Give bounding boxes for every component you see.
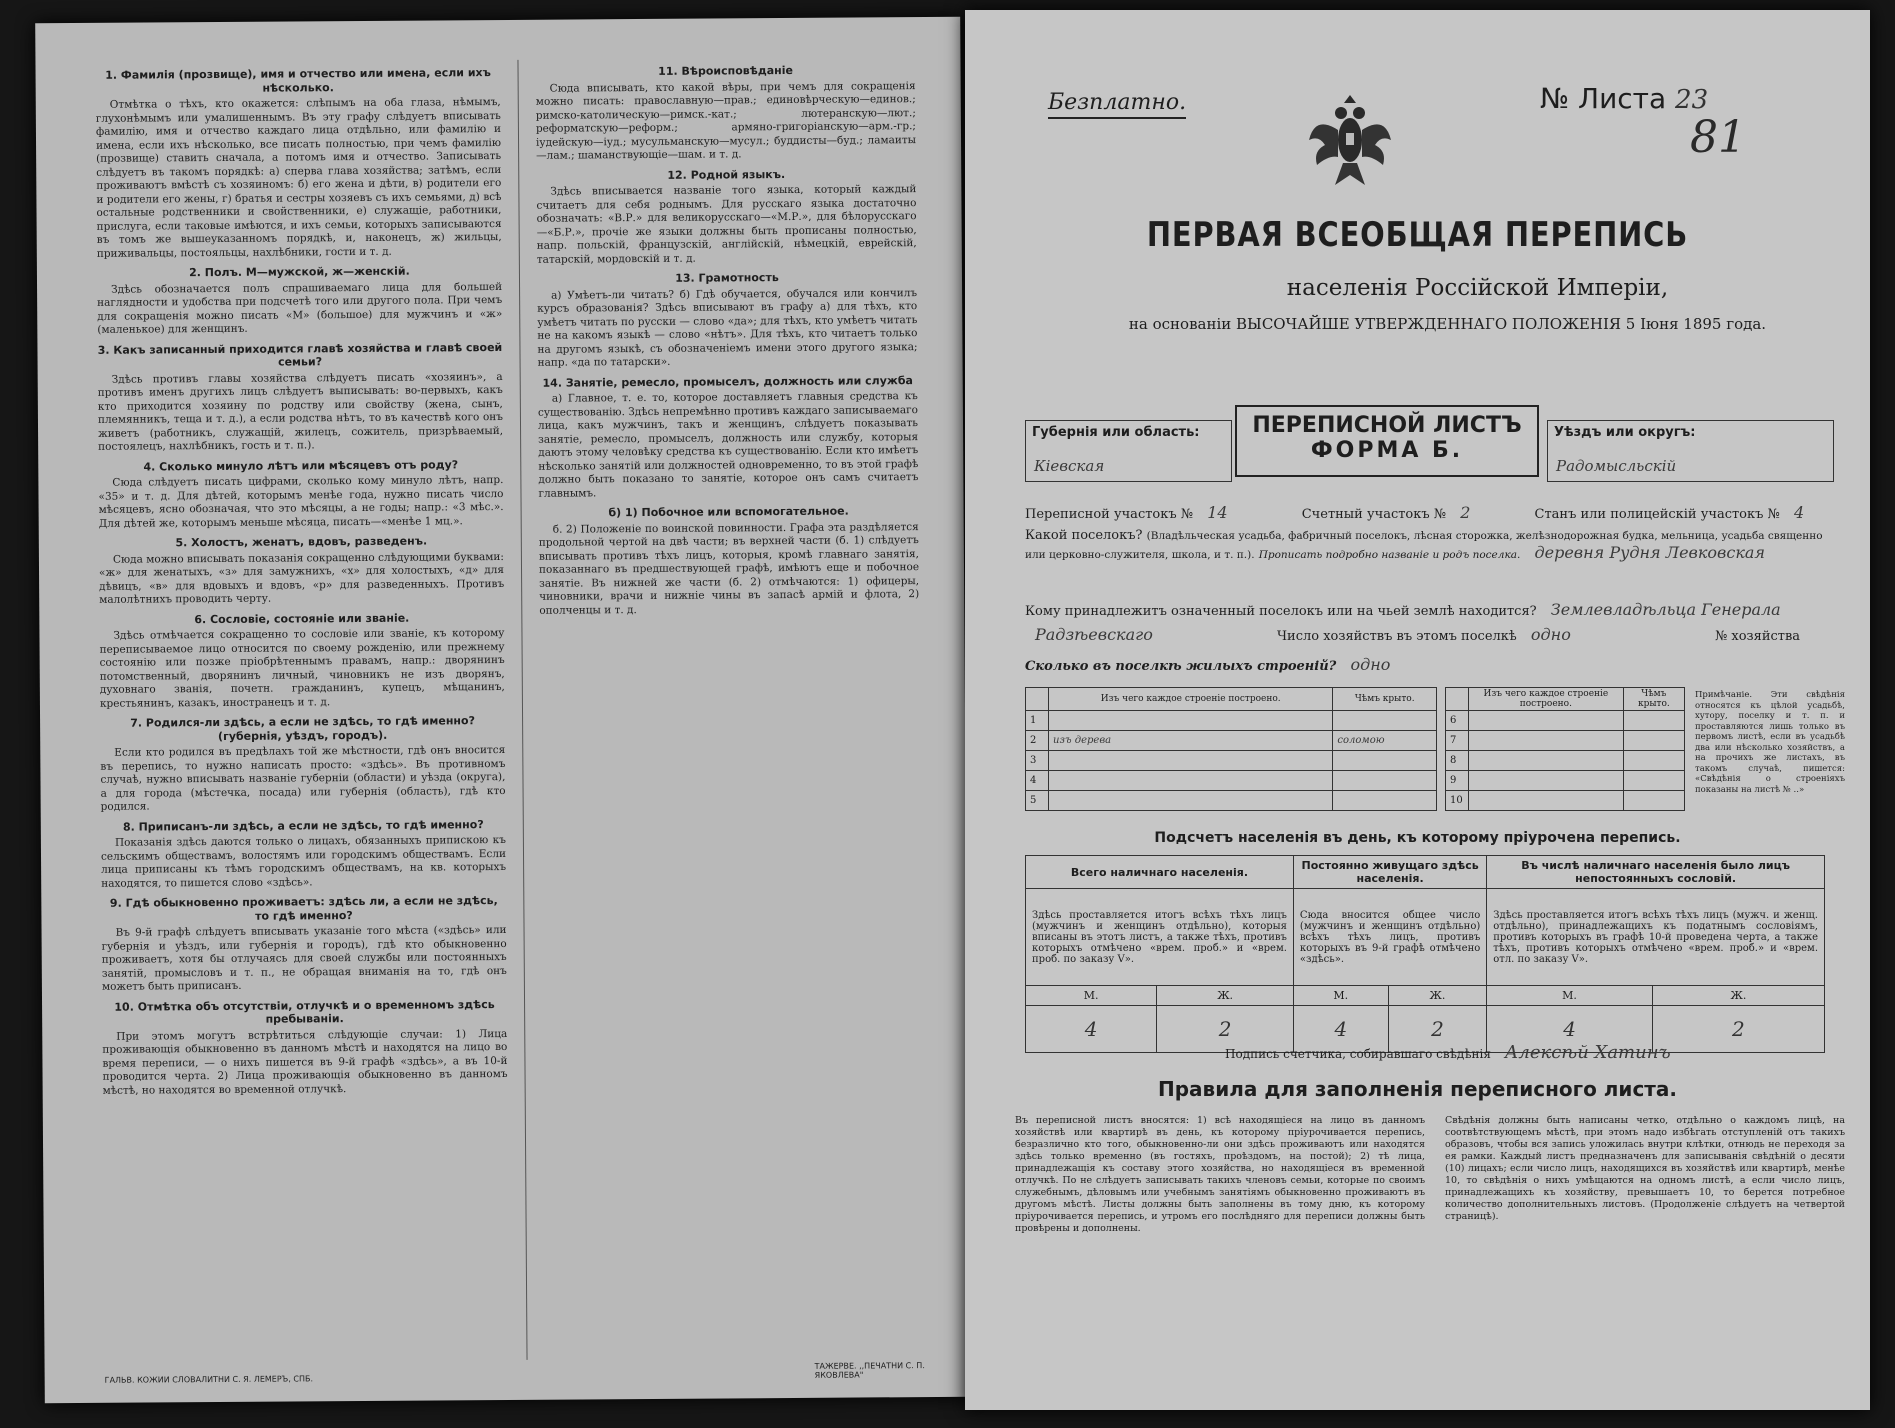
tally-col-header: Постоянно живущаго здѣсь населенія. bbox=[1293, 856, 1486, 889]
row-number: 1 bbox=[1026, 711, 1049, 731]
census-plot-value: 14 bbox=[1207, 503, 1228, 522]
section-text: Здѣсь обозначается полъ спрашиваемаго лица для большей наглядности и удобства при подсчетѣ того или другого пола. При чемъ для сокращенія можно писать «М» (большое) для мужчинъ и «ж» (маленькое) для женщинъ. bbox=[97, 280, 503, 336]
rules-text-right: Свѣдѣнія должны быть написаны четко, отдѣльно о каждомъ лицѣ, на соотвѣтствующемъ мѣстѣ, при этомъ надо избѣгать отступленій отъ такихъ образовъ, чтобы вся запись уложилась внутри клѣтки, отнюдь не переходя за ея рамки. Каждый листъ предназначенъ для записыванія свѣдѣній о десяти (10) лицахъ; если число лицъ, находящихся въ хозяйствѣ или квартирѣ, менѣе 10, то свѣдѣнія о нихъ умѣщаются на одномъ листѣ, а если число лицъ, принадлежащихъ къ хозяйству, превышаетъ 10, то берется потребное количество дополнительныхъ листовъ. (Продолженіе слѣдуетъ на четвертой страницѣ). bbox=[1445, 1115, 1845, 1222]
roof-cell bbox=[1623, 731, 1684, 751]
census-subtitle: населенія Россійской Имперіи, bbox=[1286, 275, 1669, 301]
instruction-section bbox=[536, 63, 917, 163]
row-number: 6 bbox=[1446, 711, 1469, 731]
sheet-number-handwritten: 23 bbox=[1675, 85, 1709, 115]
free-of-charge-label: Безплатно. bbox=[1048, 90, 1186, 119]
instruction-section bbox=[102, 997, 508, 1097]
table-row bbox=[1446, 791, 1685, 811]
table-row bbox=[1026, 751, 1437, 771]
tally-col-description: Здѣсь проставляется итогъ всѣхъ тѣхъ лицъ (мужч. и женщ. отдѣльно), принадлежащихъ къ податнымъ сословіямъ, противъ которыхъ въ графѣ 10-й проведена черта, а также тѣхъ, противъ которыхъ отмѣчено «врем. проб.» и «врем. отл. по заказу V». bbox=[1487, 889, 1825, 986]
column-header: Изъ чего каждое строеніе построено. bbox=[1469, 688, 1624, 711]
roof-cell bbox=[1333, 711, 1437, 731]
section-text: Отмѣтка о тѣхъ, кто окажется: слѣпымъ на оба глаза, нѣмымъ, глухонѣмымъ или умалишеннымъ. Въ эту графу слѣдуетъ вписывать фамилію, имя и отчество каждаго лица отдѣльно, или фамилію и имена, если ихъ нѣсколько, все писать полностью, при чемъ фамилію (прозвище) ставить сначала, а потомъ имя и отчество. Записывать слѣдуетъ въ такомъ порядкѣ: а) сперва глава хозяйства; затѣмъ, если проживаютъ вмѣстѣ съ хозяиномъ: б) его жена и дѣти, в) родители его и родители его жены, г) братья и сестры хозяевъ съ ихъ семьями, д) всѣ остальные родственники и свойственники, е) служащіе, работники, прислуга, если таковые имѣются, и ихъ семьи, которыхъ записываются въ томъ же вышеуказанномъ порядкѣ, и, наконецъ, ж) жильцы, приживальцы, постояльцы, нахлѣбники, гости и т. д. bbox=[95, 95, 502, 260]
tally-col-description: Сюда вносится общее число (мужчинъ и женщинъ отдѣльно) всѣхъ тѣхъ лицъ, противъ которыхъ въ 9-й графѣ отмѣчено «здѣсь». bbox=[1293, 889, 1486, 986]
female-label: Ж. bbox=[1388, 986, 1487, 1006]
section-heading: 2. Полъ. М—мужской, ж—женскій. bbox=[189, 264, 410, 280]
section-heading: б) 1) Побочное или вспомогательное. bbox=[608, 504, 849, 520]
roof-cell: соломою bbox=[1333, 731, 1437, 751]
population-tally-table bbox=[1025, 855, 1825, 1053]
female-count: 2 bbox=[1388, 1006, 1487, 1053]
settlement-value: деревня Рудня Левковская bbox=[1534, 543, 1766, 562]
sheet-number bbox=[1540, 82, 1746, 163]
form-title: ПЕРЕПИСНОЙ ЛИСТЪ bbox=[1252, 413, 1522, 438]
roof-cell bbox=[1623, 791, 1684, 811]
material-cell bbox=[1049, 791, 1333, 811]
dwellings-line bbox=[1025, 655, 1400, 674]
table-row bbox=[1446, 711, 1685, 731]
section-heading: 12. Родной языкъ. bbox=[667, 167, 786, 182]
section-text: а) Умѣетъ-ли читать? б) Гдѣ обучается, обучался или кончилъ курсъ образованія? Здѣсь вписывают въ графу а) для тѣхъ, кто умѣетъ читать по русски — слово «да»; для тѣхъ, кто умѣетъ читать не на какомъ языкѣ — слово «нѣтъ». Для тѣхъ, кто читаетъ только на другомъ языкѣ, съ обозначеніемъ имени этого другого языка; напр. «да по татарски». bbox=[537, 286, 918, 369]
tally-col-header: Въ числѣ наличнаго населенія было лицъ непостоянныхъ сословій. bbox=[1487, 856, 1825, 889]
instruction-section bbox=[96, 66, 502, 261]
section-heading: 1. Фамилія (прозвище), имя и отчество или имена, если ихъ нѣсколько. bbox=[105, 66, 491, 95]
settlement-line bbox=[1025, 528, 1845, 562]
guberniya-value: Кіевская bbox=[1034, 457, 1105, 475]
row-number: 5 bbox=[1026, 791, 1049, 811]
table-row bbox=[1026, 771, 1437, 791]
table-row bbox=[1446, 751, 1685, 771]
dwellings-label: Сколько въ поселкѣ жилыхъ строеній? bbox=[1025, 659, 1337, 674]
instructions-column-2 bbox=[535, 57, 919, 622]
column-divider bbox=[517, 60, 527, 1360]
settlement-label: Какой поселокъ? bbox=[1025, 528, 1143, 543]
owner-line-2 bbox=[1025, 625, 1800, 644]
settlement-hint: (Владѣльческая усадьба, фабричный поселокъ, лѣсная сторожка, желѣзнодорожная будка, мельница, усадьба священно или церковно-служителя, школа, и т. п.). bbox=[1025, 530, 1823, 561]
section-heading: 10. Отмѣтка объ отсутствіи, отлучкѣ и о временномъ здѣсь пребываніи. bbox=[114, 997, 495, 1026]
row-number: 9 bbox=[1446, 771, 1469, 791]
section-heading: 6. Сословіе, состояніе или званіе. bbox=[194, 611, 410, 626]
material-cell bbox=[1469, 791, 1624, 811]
roof-cell bbox=[1623, 711, 1684, 731]
owner-line bbox=[1025, 600, 1791, 619]
rules-text-left: Въ переписной листъ вносятся: 1) всѣ находящіеся на лицо въ данномъ хозяйствѣ или квартирѣ въ день, къ которому пріурочивается перепись, безразлично кто того, обыкновенно-ли они здѣсь проживаютъ или находятся здѣсь только временно (въ гостяхъ, проѣздомъ, на постой); 2) тѣ лица, принадлежащія къ составу этого хозяйства, но находящіеся въ временной отлучкѣ. По не слѣдуетъ записывать такихъ членовъ семьи, которые по своимъ служебнымъ, дѣловымъ или учебнымъ занятіямъ обыкновенно проживаютъ въ другомъ мѣстѣ. Листы должны быть заполнены въ тому дню, къ которому пріурочивается перепись, и утромъ его послѣдняго для переписи должны быть провѣрены и дополнены. bbox=[1015, 1115, 1425, 1234]
buildings-note: Примѣчаніе. Эти свѣдѣнія относятся къ цѣлой усадьбѣ, хутору, поселку и т. п. и проставляются лишь только въ первомъ листѣ, если въ усадьбѣ два или нѣсколько хозяйствъ, а на прочихъ же листахъ, въ такомъ случаѣ, пишется: «Свѣдѣнія о строеніяхъ показаны на листѣ № ..» bbox=[1695, 690, 1845, 795]
section-heading: 8. Приписанъ-ли здѣсь, а если не здѣсь, то гдѣ именно? bbox=[122, 817, 484, 834]
material-cell bbox=[1469, 771, 1624, 791]
row-number: 10 bbox=[1446, 791, 1469, 811]
roof-cell bbox=[1623, 771, 1684, 791]
male-count: 4 bbox=[1026, 1006, 1157, 1053]
table-row bbox=[1026, 731, 1437, 751]
census-plot-label: Переписной участокъ № bbox=[1025, 507, 1194, 522]
section-text: б. 2) Положеніе по воинской повинности. Графа эта раздѣляется продольной чертой на двѣ части; въ верхней части (б. 1) слѣдуетъ вписывать противъ тѣхъ лицъ, которыя, кромѣ главнаго занятія, показаннаго въ предшествующей графѣ, имѣютъ еще и побочное занятіе. Въ нижней же части (б. 2) отмѣчаются: 1) офицеры, чиновники, врачи и нижніе чины въ запасѣ армій и флота, 2) ополченцы и т. д. bbox=[538, 520, 920, 617]
section-text: Сюда слѣдуетъ писать цифрами, сколько кому минуло лѣтъ, напр. «35» и т. д. Для дѣтей, которымъ менѣе года, нужно писать число мѣсяцевъ, ясно обозначая, что это мѣсяцы, а не годы; напр.: «3 мѣс.». Для дѣтей же, которымъ меньше мѣсяца, писать—«менѣе 1 мц.». bbox=[98, 473, 504, 530]
female-label: Ж. bbox=[1652, 986, 1824, 1006]
instruction-section bbox=[99, 610, 505, 710]
section-heading: 14. Занятіе, ремесло, промыселъ, должность или служба bbox=[542, 373, 913, 390]
section-heading: 11. Вѣроисповѣданіе bbox=[658, 63, 793, 78]
section-heading: 4. Сколько минуло лѣтъ или мѣсяцевъ отъ роду? bbox=[143, 457, 459, 474]
imperial-eagle-icon bbox=[1305, 85, 1395, 195]
plot-numbers-line bbox=[1025, 503, 1814, 522]
stan-label: Станъ или полицейскій участокъ № bbox=[1534, 507, 1780, 522]
row-number: 3 bbox=[1026, 751, 1049, 771]
section-heading: 7. Родился-ли здѣсь, а если не здѣсь, то гдѣ именно? (губернія, уѣздъ, городъ). bbox=[130, 714, 475, 743]
section-text: Если кто родился въ предѣлахъ той же мѣстности, гдѣ онъ вносится въ перепись, то нужно написать просто: «здѣсь». Въ противномъ случаѣ, нужно вписывать названіе губерніи (области) и уѣзда (округа), а для города (мѣстечка, посада) или губернія (область), гдѣ кто родился. bbox=[100, 743, 506, 813]
roof-cell bbox=[1333, 791, 1437, 811]
form-type: ФОРМА Б. bbox=[1310, 438, 1464, 463]
female-count: 2 bbox=[1652, 1006, 1824, 1053]
section-text: Здѣсь вписывается названіе того языка, который каждый считаетъ для себя роднымъ. Для русскаго языка достаточно обозначать: «В.Р.» для великорусскаго—«М.Р.», для бѣлорусскаго—«Б.Р.», прочіе же языки должны быть прописаны полностью, напр. польскій, французскій, англійскій, нѣмецкій, еврейскій, татарскій, мордовскій и т. д. bbox=[536, 183, 917, 266]
male-count: 4 bbox=[1293, 1006, 1388, 1053]
section-text: Здѣсь противъ главы хозяйства слѣдуетъ писать «хозяинъ», а противъ именъ другихъ лицъ слѣдуетъ выписывать: во-первыхъ, какъ кто приходится хозяину по родству или свойству (жена, сынъ, племянникъ, теща и т. д.), а если родства нѣтъ, то въ качествѣ кого онъ живетъ (работникъ, служащій, жилецъ, сожитель, призрѣваемый, постоялецъ, нахлѣбникъ, гость и т. п.). bbox=[97, 370, 504, 453]
table-row bbox=[1446, 731, 1685, 751]
row-number: 4 bbox=[1026, 771, 1049, 791]
section-heading: 9. Гдѣ обыкновенно проживаетъ: здѣсь ли, а если не здѣсь, то гдѣ именно? bbox=[109, 894, 498, 923]
owner-label: Кому принадлежитъ означенный поселокъ или на чьей землѣ находится? bbox=[1025, 604, 1537, 619]
material-cell bbox=[1469, 751, 1624, 771]
printer-imprint: ТАЖЕРВЕ. ,,ПЕЧАТНИ С. П. ЯКОВЛЕВА" bbox=[814, 1361, 925, 1380]
male-label: М. bbox=[1487, 986, 1653, 1006]
instruction-section bbox=[101, 817, 506, 890]
households-value: одно bbox=[1530, 625, 1571, 644]
male-label: М. bbox=[1026, 986, 1157, 1006]
rules-heading: Правила для заполненія переписного листа. bbox=[1158, 1077, 1677, 1101]
instruction-section bbox=[100, 714, 506, 814]
households-label: Число хозяйствъ въ этомъ поселкѣ bbox=[1276, 629, 1517, 644]
owner-value: Землевладѣльца Генерала bbox=[1550, 600, 1781, 619]
uezd-field bbox=[1547, 420, 1834, 482]
instruction-section bbox=[101, 894, 507, 994]
section-text: При этомъ могутъ встрѣтиться слѣдующіе случаи: 1) Лица проживающія обыкновенно въ данномъ мѣстѣ и находятся на лицо во время переписи, — о нихъ пишется въ 9-й графѣ «здѣсь», а въ 10-й проводится черта. 2) Лица проживающія обыкновенно въ данномъ мѣстѣ, но находятся во временной отлучкѣ. bbox=[102, 1027, 508, 1097]
household-no-label: № хозяйства bbox=[1714, 629, 1801, 644]
uezd-label: Уѣздъ или округъ: bbox=[1554, 425, 1696, 440]
section-text: Сюда можно вписывать показанія сокращенно слѣдующими буквами: «ж» для женатыхъ, «з» для замужнихъ, «х» для холостыхъ, «д» для дѣвицъ, «в» для вдовыхъ и вдовъ, «р» для разведенныхъ. Противъ малолѣтнихъ проводить черту. bbox=[98, 550, 505, 606]
table-row bbox=[1026, 791, 1437, 811]
section-heading: 13. Грамотность bbox=[675, 271, 779, 285]
census-form-page bbox=[965, 10, 1870, 1410]
section-heading: 5. Холостъ, женатъ, вдовъ, разведенъ. bbox=[175, 534, 428, 550]
material-cell bbox=[1469, 711, 1624, 731]
column-header: Чѣмъ крыто. bbox=[1623, 688, 1684, 711]
row-number: 8 bbox=[1446, 751, 1469, 771]
guberniya-field bbox=[1025, 420, 1232, 482]
instructions-column-1 bbox=[95, 60, 507, 1102]
census-basis: на основаніи ВЫСОЧАЙШЕ УТВЕРЖДЕННАГО ПОЛОЖЕНІЯ 5 Іюня 1895 года. bbox=[1128, 315, 1767, 333]
section-text: а) Главное, т. е. то, которое доставляетъ главныя средства къ существованію. Здѣсь непремѣнно противъ каждаго записываемаго лица, какъ мужчинъ, такъ и женщинъ, слѣдуетъ показывать занятіе, ремесло, промыселъ, должность или службу, которыя даютъ этому человѣку средства къ существованію. Если кто имѣетъ нѣсколько занятій или должностей одновременно, то въ этой графѣ должно быть показано то занятіе, которое онъ самъ считаетъ главнымъ. bbox=[537, 390, 919, 500]
section-heading: 3. Какъ записанный приходится главѣ хозяйства и главѣ своей семьи? bbox=[97, 340, 503, 369]
signature-value: Алексѣй Хатинъ bbox=[1504, 1042, 1671, 1063]
column-header: Чѣмъ крыто. bbox=[1333, 688, 1437, 711]
buildings-table-left bbox=[1025, 687, 1437, 811]
instruction-section bbox=[537, 270, 918, 370]
enumerator-signature bbox=[1225, 1042, 1671, 1063]
section-text: Сюда вписывать, кто какой вѣры, при чемъ для сокращенія можно писать: православную—прав.; единовѣрческую—единов.; римско-католическую—римск.-кат.; лютеранскую—лют.; реформатскую—реформ.; армяно-григоріанскую—арм.-гр.; іудейскую—іуд.; мусульманскую—мусул.; буддисты—буд.; ламаиты—лам.; шаманствующіе—шам. и т. д. bbox=[535, 79, 917, 162]
section-text: Показанія здѣсь даются только о лицахъ, обязанныхъ припискою къ сельскимъ обществамъ, волостямъ или городскимъ обществамъ. Если лица приписаны къ тѣмъ городскимъ обществамъ, на кв. которыхъ находятся, то пишется слово «здѣсь». bbox=[100, 833, 507, 890]
table-row bbox=[1446, 771, 1685, 791]
printer-imprint: ГАЛЬВ. КОЖИИ СЛОВАЛИТНИ С. Я. ЛЕМЕРЪ, СПБ. bbox=[104, 1374, 314, 1385]
stan-value: 4 bbox=[1793, 503, 1805, 522]
count-plot-label: Счетный участокъ № bbox=[1301, 507, 1447, 522]
material-cell: изъ дерева bbox=[1049, 731, 1333, 751]
male-count: 4 bbox=[1487, 1006, 1653, 1053]
sheet-number-handwritten-2: 81 bbox=[1690, 112, 1746, 163]
signature-label: Подпись счетчика, собиравшаго свѣдѣнія bbox=[1225, 1047, 1491, 1061]
instruction-section bbox=[99, 534, 504, 607]
dwellings-value: одно bbox=[1350, 655, 1391, 674]
female-count: 2 bbox=[1157, 1006, 1294, 1053]
column-header: Изъ чего каждое строеніе построено. bbox=[1049, 688, 1333, 711]
roof-cell bbox=[1623, 751, 1684, 771]
tally-col-header: Всего наличнаго населенія. bbox=[1026, 856, 1294, 889]
settlement-hint-2: Прописать подробно названіе и родъ поселка. bbox=[1258, 549, 1521, 561]
table-row bbox=[1026, 711, 1437, 731]
buildings-table-right bbox=[1445, 687, 1685, 811]
instruction-section bbox=[539, 504, 920, 618]
tally-col-description: Здѣсь проставляется итогъ всѣхъ тѣхъ лицъ (мужчинъ и женщинъ отдѣльно), которыя вписаны въ этотъ листъ, а также тѣхъ, противъ которыхъ отмѣчено «врем. проб.» и «врем. проб. по заказу V». bbox=[1026, 889, 1294, 986]
census-title: ПЕРВАЯ ВСЕОБЩАЯ ПЕРЕПИСЬ bbox=[1146, 215, 1689, 255]
buildings-table-right-wrap bbox=[1445, 687, 1685, 811]
material-cell bbox=[1469, 731, 1624, 751]
instruction-section bbox=[97, 264, 502, 337]
form-title-box bbox=[1235, 405, 1539, 477]
instruction-section bbox=[536, 167, 917, 267]
instruction-section bbox=[97, 340, 503, 454]
row-number: 2 bbox=[1026, 731, 1049, 751]
female-label: Ж. bbox=[1157, 986, 1294, 1006]
roof-cell bbox=[1333, 751, 1437, 771]
count-plot-value: 2 bbox=[1460, 503, 1471, 522]
roof-cell bbox=[1333, 771, 1437, 791]
tally-heading: Подсчетъ населенія въ день, къ которому пріурочена перепись. bbox=[1154, 830, 1681, 846]
uezd-value: Радомысльскій bbox=[1556, 457, 1677, 475]
male-label: М. bbox=[1293, 986, 1388, 1006]
material-cell bbox=[1049, 771, 1333, 791]
material-cell bbox=[1049, 751, 1333, 771]
owner-value-2: Радзѣевскаго bbox=[1035, 625, 1153, 644]
row-number: 7 bbox=[1446, 731, 1469, 751]
sheet-number-label: № Листа bbox=[1540, 82, 1667, 115]
section-text: Здѣсь отмѣчается сокращенно то сословіе или званіе, къ которому переписываемое лицо относится по своему рожденію, или прежнему состоянію или позже пріобрѣтеннымъ правамъ, напр.: дворянинъ потомственный, дворянинъ личный, чиновникъ не изъ дворянъ, духовнаго званія, почетн. гражданинъ, купецъ, мѣщанинъ, крестьянинъ, казакъ, иностранецъ и т. д. bbox=[99, 626, 505, 710]
instruction-section bbox=[538, 374, 919, 501]
guberniya-label: Губернія или область: bbox=[1032, 425, 1200, 440]
section-text: Въ 9-й графѣ слѣдуетъ вписывать указаніе того мѣста («здѣсь» или губернія и уѣздъ, или губернія и городъ), гдѣ кто обыкновенно проживаетъ, хотя бы отлучаясь для своей службы или постоянныхъ занятій, промысловъ и т. п., не обращая вниманія на то, гдѣ онъ можетъ быть приписанъ. bbox=[101, 923, 507, 993]
instruction-section bbox=[98, 457, 503, 530]
left-page bbox=[35, 17, 970, 1403]
material-cell bbox=[1049, 711, 1333, 731]
